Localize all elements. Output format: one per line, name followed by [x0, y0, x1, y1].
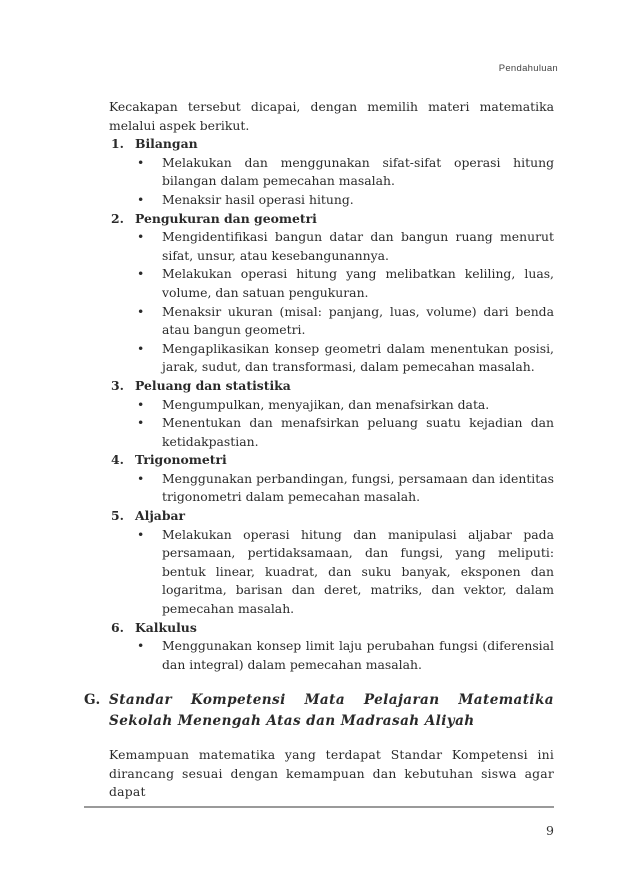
bullet-item: [135, 303, 554, 340]
bullet-list: [109, 470, 554, 507]
bullet-text: Menggunakan konsep limit laju perubahan fungsi (diferensial dan integral) dalam pemecahan masalah.: [162, 638, 554, 672]
bullet-list: [109, 154, 554, 210]
bullet-text: Menentukan dan menafsirkan peluang suatu kejadian dan ketidakpastian.: [162, 415, 554, 449]
section-heading: [109, 507, 554, 526]
section-number: 6.: [111, 619, 124, 635]
bullet-text: Melakukan operasi hitung dan manipulasi aljabar pada persamaan, pertidaksamaan, dan fungsi, yang meliputi: bentuk linear, kuadrat, dan suku banyak, eksponen dan logaritma, barisan dan deret, matriks, dan vektor, dalam pemecahan masalah.: [162, 526, 554, 617]
footer-rule: [84, 806, 554, 808]
bullet-text: Menaksir hasil operasi hitung.: [162, 191, 354, 207]
bullet-icon: •: [137, 340, 145, 356]
bullet-list: [109, 228, 554, 377]
bullet-item: [135, 470, 554, 507]
bullet-item: [135, 414, 554, 451]
running-header: Pendahuluan: [498, 63, 558, 74]
bullet-icon: •: [137, 154, 145, 170]
bullet-icon: •: [137, 303, 145, 319]
bullet-text: Menggunakan perbandingan, fungsi, persamaan dan identitas trigonometri dalam pemecahan masalah.: [162, 470, 554, 505]
bullet-icon: •: [137, 396, 145, 412]
page-number: 9: [546, 823, 554, 838]
section-g-title: Standar Kompetensi Mata Pelajaran Matematika Sekolah Menengah Atas dan Madrasah Aliyah: [109, 692, 554, 729]
section-number: 5.: [111, 508, 124, 524]
bullet-icon: •: [137, 526, 145, 542]
bullet-text: Mengumpulkan, menyajikan, dan menafsirkan data.: [162, 396, 490, 412]
bullet-icon: •: [137, 415, 145, 431]
main-content: [109, 98, 554, 674]
section-title: Peluang dan statistika: [135, 377, 291, 393]
intro-paragraph: Kecakapan tersebut dicapai, dengan memilih materi matematika melalui aspek berikut.: [109, 99, 554, 133]
section-heading: [109, 451, 554, 470]
section-number: 2.: [111, 210, 124, 226]
section-title: Trigonometri: [135, 452, 227, 468]
section-number: 3.: [111, 377, 124, 393]
aspect-list: [109, 135, 554, 674]
section-item: [109, 377, 554, 451]
section-title: Pengukuran dan geometri: [135, 210, 317, 226]
section-g-letter: G.: [84, 692, 101, 708]
bullet-item: [135, 637, 554, 674]
bullet-item: [135, 396, 554, 415]
bullet-icon: •: [137, 470, 145, 486]
section-item: [109, 451, 554, 507]
bullet-item: [135, 340, 554, 377]
section-title: Aljabar: [135, 508, 186, 524]
section-number: 1.: [111, 136, 124, 152]
section-title: Kalkulus: [135, 619, 197, 635]
section-heading: [109, 619, 554, 638]
bullet-list: [109, 526, 554, 619]
bullet-item: [135, 228, 554, 265]
section-item: [109, 210, 554, 377]
section-heading: [109, 377, 554, 396]
bullet-item: [135, 526, 554, 619]
bullet-text: Melakukan operasi hitung yang melibatkan keliling, luas, volume, dan satuan pengukuran.: [162, 266, 554, 300]
section-item: [109, 135, 554, 209]
section-heading: [109, 135, 554, 154]
bullet-icon: •: [137, 229, 145, 245]
section-item: [109, 619, 554, 675]
bullet-list: [109, 396, 554, 452]
bullet-icon: •: [137, 191, 145, 207]
section-g-body: Kemampuan matematika yang terdapat Standar Kompetensi ini dirancang sesuai dengan kemampuan dan kebutuhan siswa agar dapat: [109, 747, 554, 800]
bullet-icon: •: [137, 266, 145, 282]
section-heading: [109, 210, 554, 229]
bullet-item: [135, 265, 554, 302]
bullet-item: [135, 191, 554, 210]
section-number: 4.: [111, 452, 124, 468]
bullet-text: Melakukan dan menggunakan sifat-sifat operasi hitung bilangan dalam pemecahan masalah.: [162, 154, 554, 189]
bullet-text: Menaksir ukuran (misal: panjang, luas, volume) dari benda atau bangun geometri.: [162, 303, 554, 338]
section-g-heading: [84, 690, 554, 732]
bullet-list: [109, 637, 554, 674]
bullet-text: Mengaplikasikan konsep geometri dalam menentukan posisi, jarak, sudut, dan transformasi, dalam pemecahan masalah.: [162, 340, 554, 375]
bullet-icon: •: [137, 638, 145, 654]
section-item: [109, 507, 554, 619]
bullet-item: [135, 154, 554, 191]
section-title: Bilangan: [135, 136, 198, 152]
section-g: [84, 690, 554, 802]
bullet-text: Mengidentifikasi bangun datar dan bangun ruang menurut sifat, unsur, atau kesebangunannya.: [162, 229, 554, 263]
